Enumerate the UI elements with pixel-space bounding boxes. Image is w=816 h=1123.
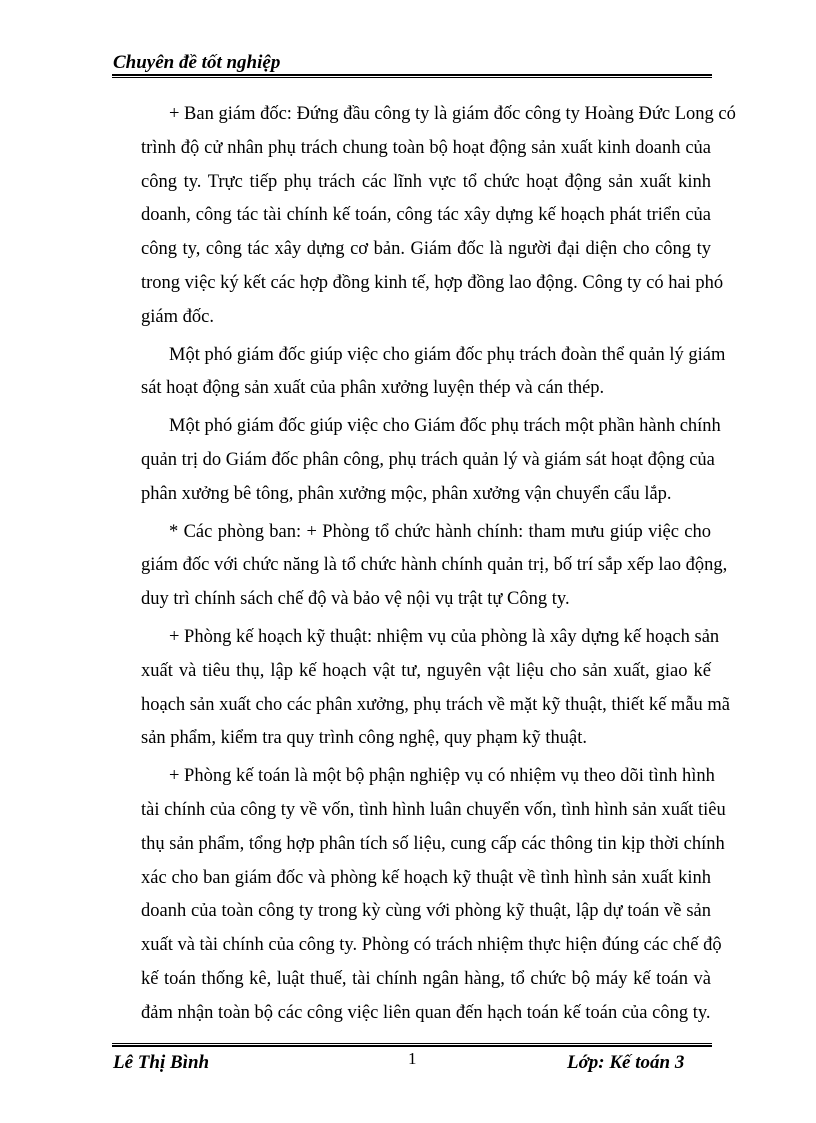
text-line: + Phòng kế toán là một bộ phận nghiệp vụ có nhiệm vụ theo dõi tình hình [169, 766, 715, 787]
text-line: công ty. Trực tiếp phụ trách các lĩnh vực tổ chức hoạt động sản xuất kinh [141, 171, 711, 192]
text-line: duy trì chính sách chế độ và bảo vệ nội vụ trật tự Công ty. [141, 589, 570, 610]
footer-class-label: Lớp: Kế toán 3 [567, 1052, 685, 1073]
footer-author: Lê Thị Bình [113, 1052, 210, 1073]
text-line: giám đốc. [141, 306, 214, 327]
text-line: thụ sản phẩm, tổng hợp phân tích số liệu, cung cấp các thông tin kịp thời chính [141, 833, 725, 854]
header-divider [112, 74, 712, 78]
text-line: xuất và tài chính của công ty. Phòng có trách nhiệm thực hiện đúng các chế độ [141, 935, 722, 956]
text-line: phân xưởng bê tông, phân xưởng mộc, phân xưởng vận chuyển cẩu lắp. [141, 483, 672, 504]
text-line: trong việc ký kết các hợp đồng kinh tế, hợp đồng lao động. Công ty có hai phó [141, 272, 724, 293]
text-line: xuất và tiêu thụ, lập kế hoạch vật tư, nguyên vật liệu cho sản xuất, giao kế [141, 660, 711, 681]
text-line: Một phó giám đốc giúp việc cho Giám đốc phụ trách một phần hành chính [169, 416, 721, 437]
text-line: quản trị do Giám đốc phân công, phụ trách quản lý và giám sát hoạt động của [141, 449, 715, 470]
text-line: xác cho ban giám đốc và phòng kế hoạch kỹ thuật về tình hình sản xuất kinh [141, 867, 711, 888]
text-line: * Các phòng ban: + Phòng tổ chức hành chính: tham mưu giúp việc cho [169, 521, 711, 542]
text-line: đảm nhận toàn bộ các công việc liên quan đến hạch toán kế toán của công ty. [141, 1002, 711, 1023]
text-line: kế toán thống kê, luật thuế, tài chính ngân hàng, tổ chức bộ máy kế toán và [141, 968, 711, 989]
text-line: sản phẩm, kiểm tra quy trình công nghệ, quy phạm kỹ thuật. [141, 728, 587, 749]
paragraph-phong-ke-toan [113, 760, 726, 1030]
document-body [113, 98, 736, 1035]
text-line: doanh, công tác tài chính kế toán, công tác xây dựng kế hoạch phát triển của [141, 205, 711, 226]
paragraph-ban-giam-doc [113, 98, 736, 335]
text-line: Một phó giám đốc giúp việc cho giám đốc phụ trách đoàn thể quản lý giám [169, 344, 726, 365]
page-number: 1 [408, 1049, 417, 1068]
text-line: tài chính của công ty về vốn, tình hình luân chuyển vốn, tình hình sản xuất tiêu [141, 799, 726, 820]
paragraph-phong-ke-hoach [113, 621, 731, 756]
text-line: + Ban giám đốc: Đứng đầu công ty là giám đốc công ty Hoàng Đức Long có [169, 104, 736, 124]
text-line: doanh của toàn công ty trong kỳ cùng với phòng kỹ thuật, lập dự toán về sản [141, 901, 711, 922]
paragraph-pho-giam-doc-2 [113, 410, 721, 511]
text-line: + Phòng kế hoạch kỹ thuật: nhiệm vụ của phòng là xây dựng kế hoạch sản [169, 626, 720, 647]
text-line: giám đốc với chức năng là tổ chức hành chính quản trị, bố trí sắp xếp lao động, [141, 555, 728, 576]
document-header-title: Chuyên đề tốt nghiệp [113, 52, 281, 73]
text-line: hoạch sản xuất cho các phân xưởng, phụ trách về mặt kỹ thuật, thiết kế mẫu mã [141, 694, 731, 715]
paragraph-pho-giam-doc-1 [113, 339, 726, 407]
text-line: sát hoạt động sản xuất của phân xưởng luyện thép và cán thép. [141, 378, 605, 399]
text-line: trình độ cử nhân phụ trách chung toàn bộ hoạt động sản xuất kinh doanh của [141, 137, 711, 158]
paragraph-phong-to-chuc [113, 516, 728, 617]
footer-divider [112, 1043, 712, 1047]
text-line: công ty, công tác xây dựng cơ bản. Giám đốc là người đại diện cho công ty [141, 239, 711, 260]
